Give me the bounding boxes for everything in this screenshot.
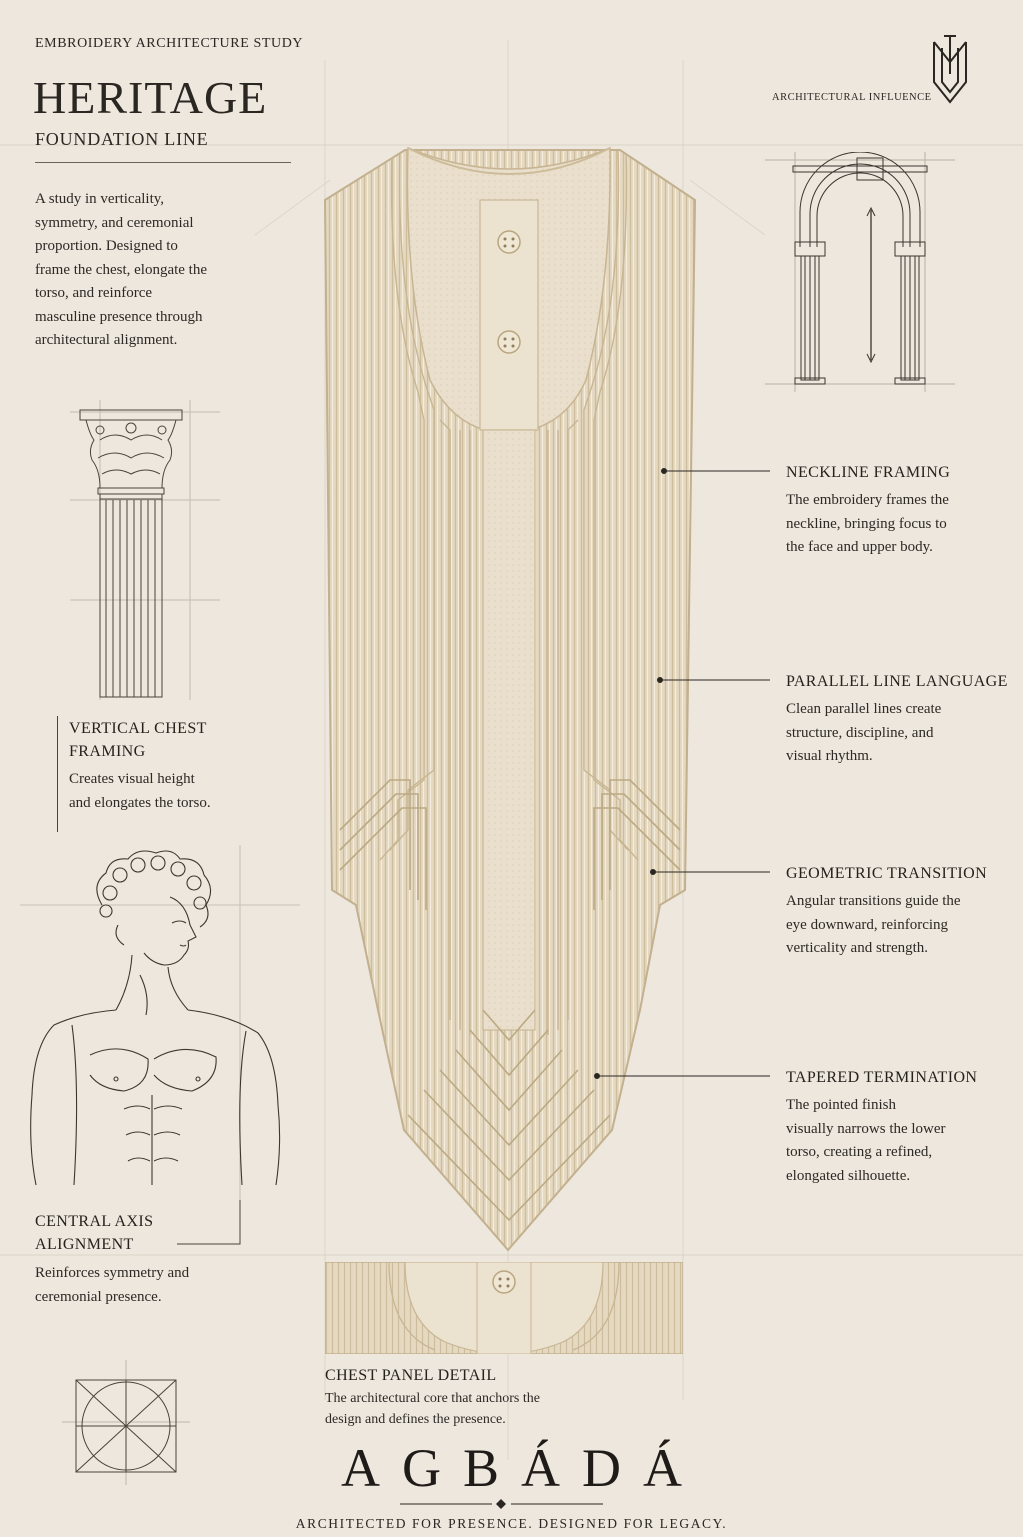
arch-icon bbox=[765, 152, 955, 392]
kicker: EMBROIDERY ARCHITECTURE STUDY bbox=[35, 36, 304, 51]
callout-leaders bbox=[590, 460, 780, 1090]
logo-monogram-icon bbox=[928, 34, 972, 106]
chest-panel-detail-image bbox=[325, 1262, 683, 1354]
note-vertical-chest-text: Creates visual height and elongates the torso. bbox=[69, 771, 211, 811]
note-central-axis-leader bbox=[175, 1200, 245, 1250]
corinthian-column-icon bbox=[70, 400, 220, 700]
intro-text: A study in verticality, symmetry, and ceremonial proportion. Designed to frame the chest, elongate the torso, and reinforce masculine presence through architectural alignment. bbox=[35, 191, 208, 348]
note-central-axis-title: CENTRAL AXIS ALIGNMENT bbox=[35, 1213, 154, 1253]
influence-label: ARCHITECTURAL INFLUENCE bbox=[772, 92, 932, 103]
page-subtitle: FOUNDATION LINE bbox=[35, 129, 209, 149]
page-title: HERITAGE bbox=[33, 72, 268, 123]
note-rule bbox=[57, 716, 58, 832]
brand-name: AGBÁDÁ bbox=[340, 1438, 704, 1498]
callout-tapered-title: TAPERED TERMINATION bbox=[786, 1069, 978, 1086]
callout-parallel-text: Clean parallel lines create structure, discipline, and visual rhythm. bbox=[786, 701, 942, 764]
note-vertical-chest-title: VERTICAL CHEST FRAMING bbox=[69, 720, 207, 760]
note-central-axis-text: Reinforces symmetry and ceremonial presence. bbox=[35, 1265, 190, 1305]
callout-neckline-title: NECKLINE FRAMING bbox=[786, 464, 951, 481]
brand-tagline: ARCHITECTED FOR PRESENCE. DESIGNED FOR LEGACY. bbox=[295, 1516, 728, 1531]
detail-text: The architectural core that anchors the design and defines the presence. bbox=[325, 1391, 540, 1427]
statue-bust-icon bbox=[20, 845, 300, 1200]
callout-geometric-text: Angular transitions guide the eye downward, reinforcing verticality and strength. bbox=[786, 893, 961, 956]
title-divider bbox=[35, 162, 291, 163]
callout-geometric-title: GEOMETRIC TRANSITION bbox=[786, 865, 988, 882]
detail-title: CHEST PANEL DETAIL bbox=[325, 1367, 497, 1384]
callout-neckline-text: The embroidery frames the neckline, bringing focus to the face and upper body. bbox=[786, 492, 949, 555]
callout-tapered-text: The pointed finish visually narrows the lower torso, creating a refined, elongated silhouette. bbox=[786, 1097, 946, 1184]
callout-parallel-title: PARALLEL LINE LANGUAGE bbox=[786, 673, 1008, 690]
diamond-ornament-icon bbox=[400, 1498, 603, 1510]
